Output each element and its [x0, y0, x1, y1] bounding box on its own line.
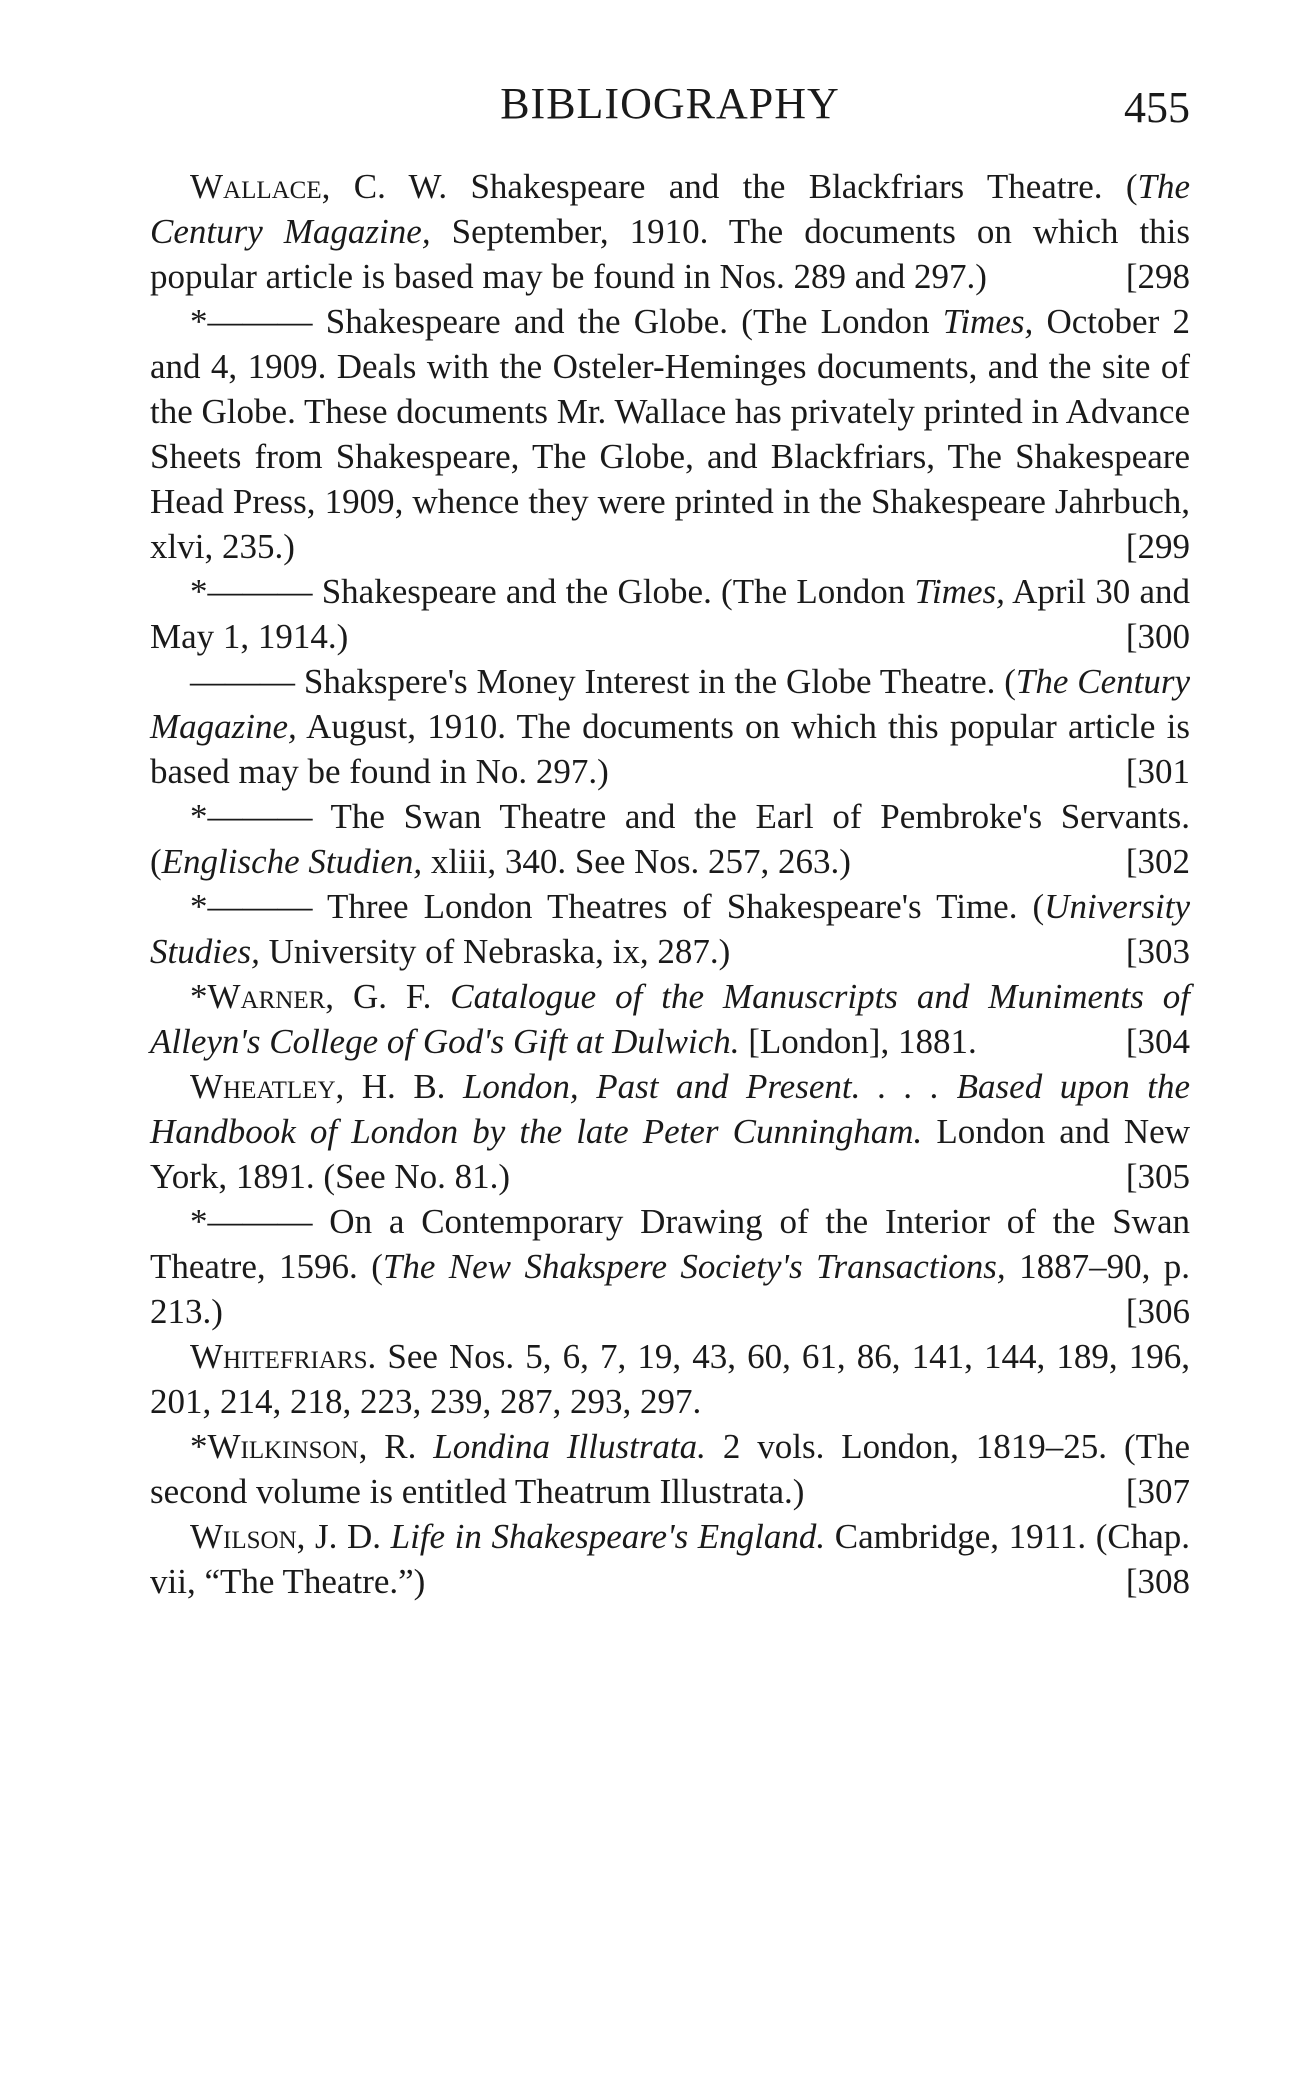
entry-rest: Cambridge, 1911. (Chap. vii, “The Theatre.”) [150, 1517, 1190, 1601]
entry-number: [301 [1125, 752, 1190, 791]
entry-text: See Nos. 5, 6, 7, 19, 43, 60, 61, 86, 141, 144, 189, 196, 201, 214, 218, 223, 239, 287, 293, 297. [150, 1337, 1190, 1421]
entry-italic: Englische Studien, [161, 842, 423, 881]
entry-text: *——— Three London Theatres of Shakespeare's Time. ( [190, 887, 1045, 926]
page-number: 455 [1124, 83, 1190, 132]
entry-author: Whitefriars. [190, 1337, 377, 1376]
entry-rest: August, 1910. The documents on which this popular article is based may be found in No. 297.) [150, 707, 1190, 791]
bibliography-entry [150, 1424, 1190, 1514]
bibliography-entry [150, 164, 1190, 299]
bibliography-entry [150, 1514, 1190, 1604]
entry-number: [298 [1125, 257, 1190, 296]
entry-rest: [London], 1881. [739, 1022, 977, 1061]
entry-rest: 2 vols. London, 1819–25. (The second volume is entitled Theatrum Illustrata.) [150, 1427, 1191, 1511]
entry-number: [307 [1125, 1472, 1190, 1511]
bibliography-entry [150, 1199, 1190, 1334]
bibliography-entry [150, 794, 1190, 884]
entry-author: Wilson, J. D. [190, 1517, 382, 1556]
entry-rest: London and New York, 1891. (See No. 81.) [150, 1112, 1190, 1196]
entry-text [431, 977, 450, 1016]
entry-italic: Catalogue of the Manuscripts and Muniments of Alleyn's College of God's Gift at Dulwich. [150, 977, 1191, 1061]
entry-number: [303 [1125, 932, 1190, 971]
entry-text: Shakespeare and the Blackfriars Theatre. ( [447, 167, 1138, 206]
entry-number: [305 [1125, 1157, 1190, 1196]
entry-author: *Wilkinson, R. [190, 1427, 417, 1466]
entry-author: Wallace, C. W. [190, 167, 448, 206]
entry-italic: Times, [914, 572, 1005, 611]
entry-text: *——— The Swan Theatre and the Earl of Pembroke's Servants. ( [150, 797, 1190, 881]
entry-text: *——— Shakespeare and the Globe. (The London [190, 302, 943, 341]
bibliography-entry [150, 569, 1190, 659]
entry-italic: University Studies, [150, 887, 1190, 971]
entry-text: ——— Shakspere's Money Interest in the Globe Theatre. ( [190, 662, 1016, 701]
entry-number: [302 [1125, 842, 1190, 881]
entry-italic: The New Shakspere Society's Transactions, [382, 1247, 1006, 1286]
bibliography-entry [150, 974, 1190, 1064]
entry-rest: September, 1910. The documents on which this popular article is based may be found in Nos. 289 and 297.) [150, 212, 1191, 296]
entry-number: [299 [1125, 527, 1190, 566]
entry-text [381, 1517, 391, 1556]
entry-number: [306 [1125, 1292, 1190, 1331]
entry-italic: Life in Shakespeare's England. [390, 1517, 826, 1556]
bibliography-entry [150, 299, 1190, 569]
entry-italic: Times, [942, 302, 1034, 341]
bibliography-entry [150, 1064, 1190, 1199]
entry-author: Wheatley, H. B. [190, 1067, 446, 1106]
page-title: BIBLIOGRAPHY [500, 79, 840, 128]
entry-text: *——— Shakespeare and the Globe. (The London [190, 572, 915, 611]
entry-rest: University of Nebraska, ix, 287.) [259, 932, 731, 971]
entry-italic: The Century Magazine, [150, 662, 1191, 746]
entry-italic: Londina Illustrata. [433, 1427, 706, 1466]
entry-number: [300 [1125, 617, 1190, 656]
entry-italic: London, Past and Present. . . . Based upon the Handbook of London by the late Peter Cunningham. [150, 1067, 1191, 1151]
bibliography-entry [150, 884, 1190, 974]
bibliography-entries [150, 164, 1190, 1604]
entry-rest: October 2 and 4, 1909. Deals with the Osteler-Heminges documents, and the site of the Globe. These documents Mr. Wallace has privately printed in Advance Sheets from Shakespeare, The Globe, and Blackfriars, The Shakespeare Head Press, 1909, whence they were printed in the Shakespeare Jahrbuch, xlvi, 235.) [150, 302, 1190, 566]
bibliography-entry [150, 659, 1190, 794]
entry-rest: April 30 and May 1, 1914.) [150, 572, 1190, 656]
entry-text [445, 1067, 463, 1106]
entry-text [416, 1427, 433, 1466]
entry-rest: 1887–90, p. 213.) [150, 1247, 1190, 1331]
entry-author: *Warner, G. F. [190, 977, 432, 1016]
entry-rest: xliii, 340. See Nos. 257, 263.) [422, 842, 851, 881]
entry-italic: The Century Magazine, [150, 167, 1190, 251]
page-header [150, 70, 1190, 142]
entry-number: [304 [1125, 1022, 1190, 1061]
page [150, 70, 1190, 1604]
entry-number: [308 [1125, 1562, 1190, 1601]
bibliography-entry [150, 1334, 1190, 1424]
entry-text: *——— On a Contemporary Drawing of the Interior of the Swan Theatre, 1596. ( [150, 1202, 1190, 1286]
